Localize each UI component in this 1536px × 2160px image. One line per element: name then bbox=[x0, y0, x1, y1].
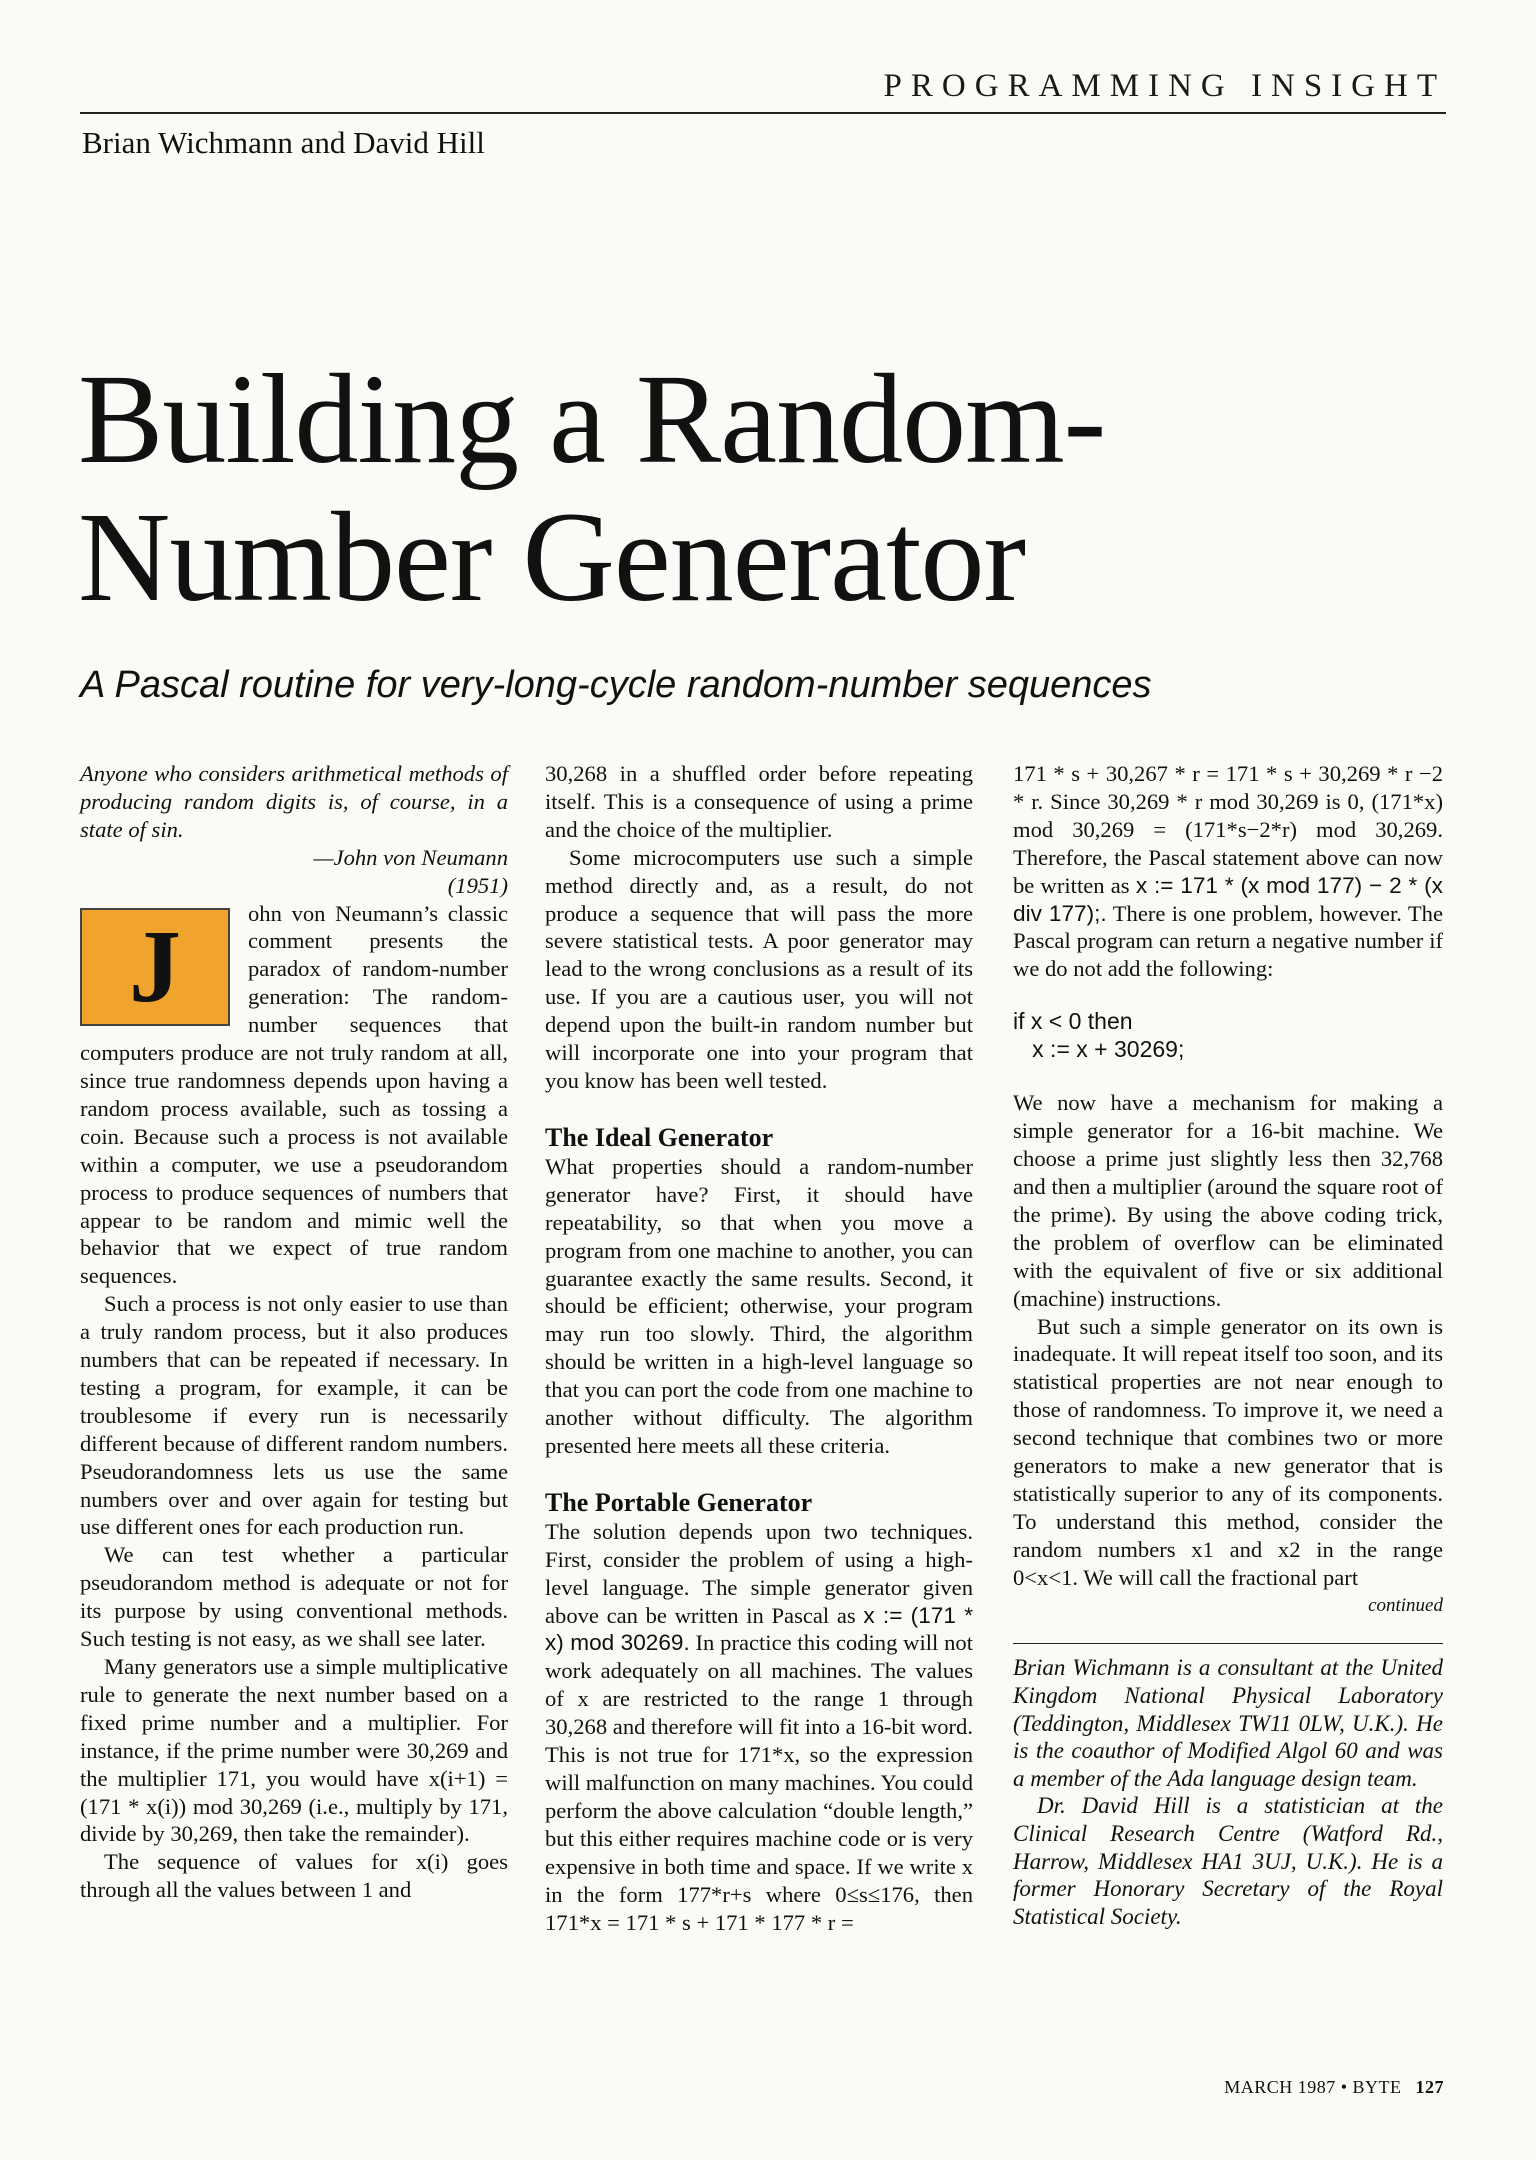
paragraph bbox=[1013, 760, 1443, 983]
section-label: PROGRAMMING INSIGHT bbox=[883, 68, 1446, 104]
title-line-1: Building a Random- bbox=[78, 348, 1106, 490]
header-rule bbox=[80, 112, 1446, 114]
paragraph: We can test whether a particular pseudorandom method is adequate or not for its purpose by using conventional methods. Such testing is not easy, as we shall see later. bbox=[80, 1542, 508, 1652]
column-1 bbox=[80, 760, 508, 1904]
inline-code: x := (171 * x) mod 30269. bbox=[545, 1602, 973, 1656]
paragraph: Many generators use a simple multiplicative rule to generate the next number based on a fixed prime number and a multiplier. For instance, if the prime number were 30,269 and the multiplier 171, you would have x(i+1) = (171 * x(i)) mod 30,269 (i.e., multiply by 171, divide by 30,269, then take the remainder). bbox=[80, 1654, 508, 1847]
article-subtitle: A Pascal routine for very-long-cycle random-number sequences bbox=[80, 664, 1152, 706]
paragraph: We now have a mechanism for making a simple generator for a 16-bit machine. We choose a prime just slightly less then 32,768 and then a multiplier (around the square root of the prime). By using the above coding trick, the problem of overflow can be eliminated with the equivalent of five or six additional (machine) instructions. bbox=[1013, 1090, 1443, 1311]
paragraph: The sequence of values for x(i) goes through all the values between 1 and bbox=[80, 1849, 508, 1903]
paragraph: 30,268 in a shuffled order before repeating itself. This is a consequence of using a prime and the choice of the multiplier. bbox=[545, 761, 973, 842]
paragraph: ohn von Neumann’s classic comment presents the paradox of random-number generation: The random-number sequences that computers produce are not truly random at all, since true randomness depends upon having a random process available, such as tossing a coin. Because such a process is not available within a computer, we use a pseudorandom process to produce sequences of numbers that appear to be random and mimic well the behavior that we expect of true random sequences. bbox=[80, 900, 508, 1289]
paragraph: What properties should a random-number generator have? First, it should have repeatability, so that when you move a program from one machine to another, you can guarantee exactly the same results. Second, it should be efficient; otherwise, your program may run too slowly. Third, the algorithm should be written in a high-level language so that you can port the code from one machine to another without difficulty. The algorithm presented here meets all these criteria. bbox=[545, 1153, 973, 1458]
paragraph-text: The solution depends upon two techniques. First, consider the problem of using a high-level language. The simple generator given above can be written in Pascal as bbox=[545, 1518, 973, 1628]
epigraph-attribution: —John von Neumann bbox=[313, 844, 508, 870]
author-bio: Dr. David Hill is a statistician at the Clinical Research Centre (Watford Rd., Harrow, Middlesex HA1 3UJ, U.K.). He is a former Honorary Secretary of the Royal Statistical Society. bbox=[1013, 1793, 1443, 1929]
paragraph: But such a simple generator on its own is inadequate. It will repeat itself too soon, and its statistical properties are not near enough to those of randomness. To improve it, we need a second technique that combines two or more generators to make a new generator that is statistically superior to any of its components. To understand this method, consider the random numbers x1 and x2 in the range 0<x<1. We will call the fractional part bbox=[1013, 1313, 1443, 1590]
epigraph-quote: Anyone who considers arithmetical methods of producing random digits is, of course, in a state of sin. bbox=[80, 761, 508, 842]
inline-code: x := 171 * (x mod 177) − 2 * (x div 177);. bbox=[1013, 872, 1443, 926]
article-title bbox=[78, 350, 1105, 626]
paragraph: Such a process is not only easier to use than a truly random process, but it also produces numbers that can be repeated if necessary. In testing a program, for example, it can be troublesome if every run is necessarily different because of different random numbers. Pseudorandomness lets us use the same numbers over and over again for testing but use different ones for each production run. bbox=[80, 1291, 508, 1540]
section-heading: The Portable Generator bbox=[545, 1487, 813, 1517]
column-2 bbox=[545, 760, 973, 1936]
epigraph-year: (1951) bbox=[447, 872, 508, 898]
column-3 bbox=[1013, 760, 1443, 1930]
paragraph-text: In practice this coding will not work adequately on all machines. The values of x are restricted to the range 1 through 30,268 and therefore will fit into a 16-bit word. This is not true for 171*x, so the expression will malfunction on many machines. You could perform the above calculation “double length,” but this either requires machine code or is very expensive in both time and space. If we write x in the form 177*r+s where 0≤s≤176, then 171*x = 171 * s + 171 * 177 * r = bbox=[545, 1630, 973, 1935]
paragraph: Some microcomputers use such a simple method directly and, as a result, do not produce a sequence that will pass the more severe statistical tests. A poor generator may lead to the wrong conclusions as a result of its use. If you are a cautious user, you will not depend upon the built-in random number but will incorporate one into your program that you know has been well tested. bbox=[545, 844, 973, 1093]
continued-label: continued bbox=[1368, 1594, 1443, 1616]
paragraph bbox=[545, 1518, 973, 1937]
author-bios bbox=[1013, 1654, 1443, 1930]
author-bio: Brian Wichmann is a consultant at the United Kingdom National Physical Laboratory (Teddington, Middlesex TW11 0LW, U.K.). He is the coauthor of Modified Algol 60 and was a member of the Ada language design team. bbox=[1013, 1655, 1443, 1791]
bio-rule bbox=[1013, 1643, 1443, 1644]
byline: Brian Wichmann and David Hill bbox=[82, 125, 485, 160]
paragraph-text: There is one problem, however. The Pascal program can return a negative number if we do not add the following: bbox=[1013, 900, 1443, 982]
page-footer bbox=[1224, 2077, 1444, 2098]
paragraph-text: 171 * s + 30,267 * r = 171 * s + 30,269 * r −2 * r. Since 30,269 * r mod 30,269 is 0, (171*x) mod 30,269 = (171*s−2*r) mod 30,269. Therefore, the Pascal statement above can now be written as bbox=[1013, 761, 1443, 898]
section-heading: The Ideal Generator bbox=[545, 1122, 774, 1152]
title-line-2: Number Generator bbox=[78, 486, 1026, 628]
issue-label: MARCH 1987 • BYTE bbox=[1224, 2077, 1402, 2097]
page-number: 127 bbox=[1415, 2077, 1444, 2097]
drop-cap: J bbox=[80, 908, 230, 1026]
code-block: if x < 0 then x := x + 30269; bbox=[1013, 1008, 1185, 1063]
